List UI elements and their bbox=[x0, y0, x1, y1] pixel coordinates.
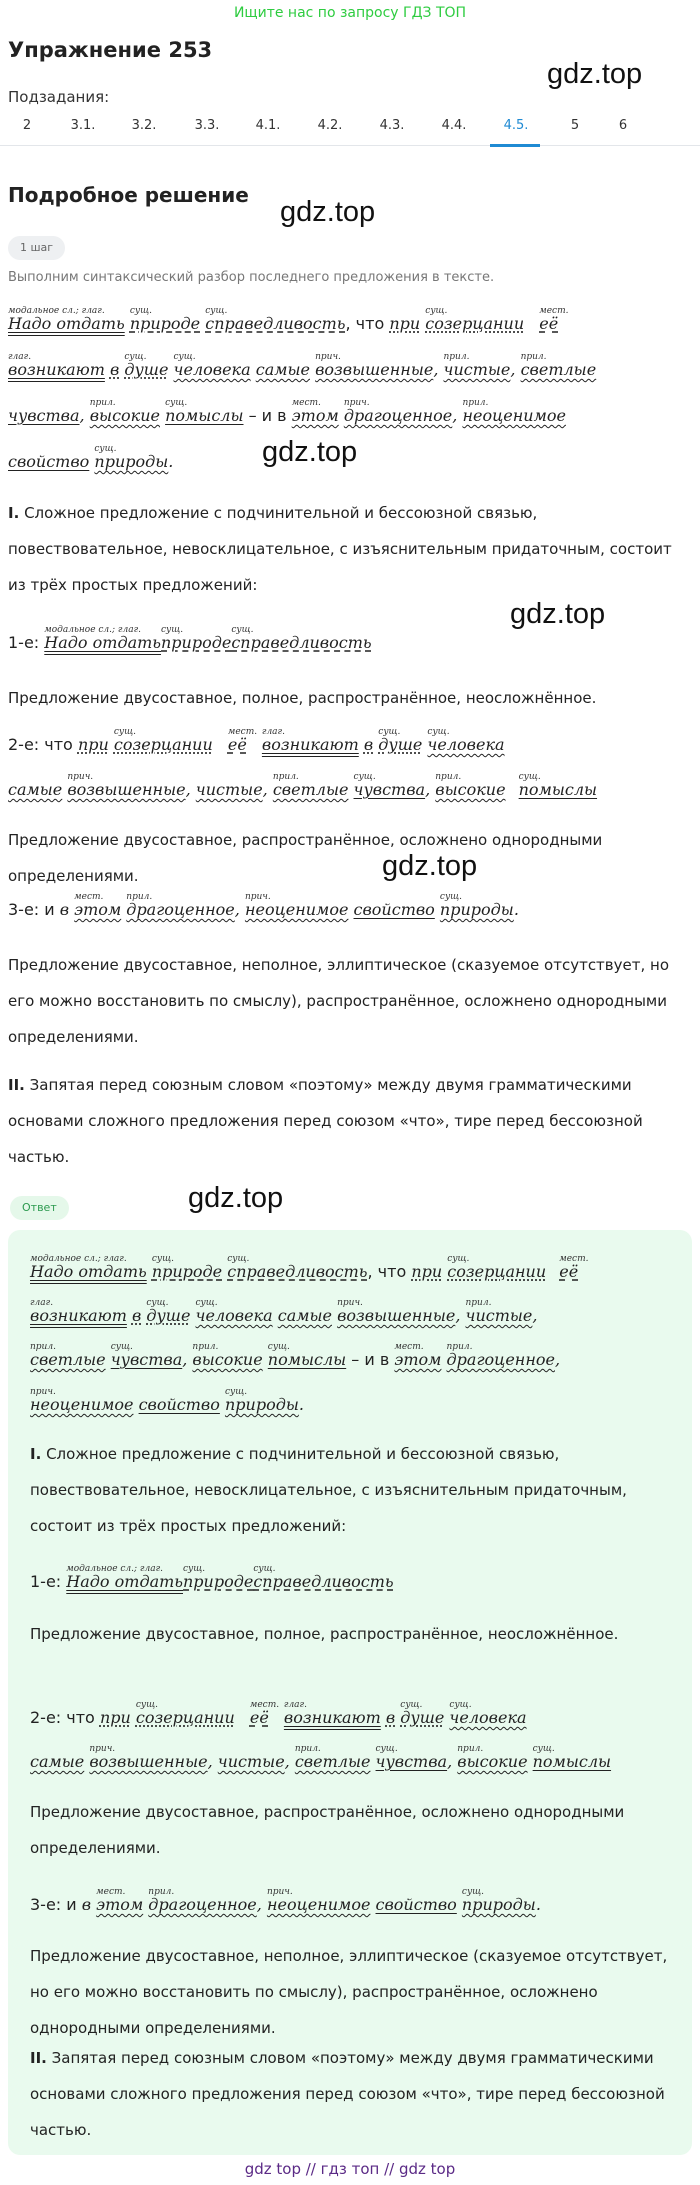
parse-line: свойство сущ. природы. bbox=[8, 444, 174, 471]
parse-line: чувства, прил. высокие сущ. помыслы – и в мест. этом прич. драгоценное, прил. неоценимое bbox=[8, 398, 566, 425]
answer-simple-sentence-2: 2-е: что при сущ. созерцании мест. её глаг. возникают в сущ. душе сущ. человека bbox=[30, 1700, 527, 1727]
subtasks-label: Подзадания: bbox=[8, 88, 110, 106]
subtask-tab[interactable]: 4.4. bbox=[441, 118, 467, 133]
watermark: gdz.top bbox=[188, 1182, 284, 1214]
parse-line: модальное сл.; глаг. Надо отдать сущ. природе сущ. справедливость, что при сущ. созерцании мест. её bbox=[8, 306, 569, 333]
step-badge: 1 шаг bbox=[8, 236, 65, 260]
solution-title: Подробное решение bbox=[8, 183, 249, 207]
subtask-tab[interactable]: 3.2. bbox=[131, 118, 157, 133]
analysis-paragraph: II. Запятая перед союзным словом «поэтому» между двумя грамматическими основами сложного предложения перед союзом «что», тире перед бессоюзной частью. bbox=[8, 1076, 643, 1166]
exercise-title: Упражнение 253 bbox=[8, 38, 213, 62]
answer-simple-sentence-3: 3-е: и в мест. этом прил. драгоценное, прич. неоценимое свойство сущ. природы. bbox=[30, 1887, 541, 1914]
analysis-paragraph: I. Сложное предложение с подчинительной и бессоюзной связью, повествовательное, невосклицательное, с изъяснительным придаточным, состоит из трёх простых предложений: bbox=[8, 504, 672, 594]
subtask-tab[interactable]: 6 bbox=[618, 118, 628, 133]
answer-paragraph: I. Сложное предложение с подчинительной и бессоюзной связью, повествовательное, невосклицательное, с изъяснительным придаточным, состоит из трёх простых предложений: bbox=[30, 1445, 627, 1535]
watermark: gdz.top bbox=[510, 598, 606, 630]
watermark: gdz.top bbox=[262, 436, 358, 468]
subtask-tab[interactable]: 3.3. bbox=[194, 118, 220, 133]
active-tab-indicator bbox=[490, 144, 540, 147]
subtask-tab[interactable]: 2 bbox=[22, 118, 32, 133]
answer-parse-line: модальное сл.; глаг. Надо отдать сущ. природе сущ. справедливость, что при сущ. созерцании мест. её bbox=[30, 1254, 589, 1281]
subtask-tab[interactable]: 4.2. bbox=[317, 118, 343, 133]
watermark: gdz.top bbox=[382, 850, 478, 882]
parse-line: глаг. возникают в сущ. душе сущ. человека самые прич. возвышенные, прил. чистые, прил. светлые bbox=[8, 352, 597, 379]
search-banner[interactable]: Ищите нас по запросу ГДЗ ТОП bbox=[233, 5, 467, 21]
analysis-paragraph: Предложение двусоставное, распространённое, осложнено однородными определениями. bbox=[8, 831, 603, 885]
answer-simple-sentence-2-cont: самые прич. возвышенные, чистые, прил. светлые сущ. чувства, прил. высокие сущ. помыслы bbox=[30, 1744, 612, 1771]
subtasks-nav bbox=[0, 110, 700, 146]
simple-sentence-3: 3-е: и в мест. этом прил. драгоценное, прич. неоценимое свойство сущ. природы. bbox=[8, 892, 519, 919]
footer-links[interactable]: gdz top // гдз топ // gdz top bbox=[244, 2160, 456, 2178]
analysis-paragraph: Предложение двусоставное, полное, распространённое, неосложнённое. bbox=[8, 689, 597, 707]
subtask-tab[interactable]: 5 bbox=[570, 118, 580, 133]
answer-paragraph: Предложение двусоставное, распространённое, осложнено однородными определениями. bbox=[30, 1803, 625, 1857]
answer-simple-sentence-1: 1-е: модальное сл.; глаг. Надо отдать сущ. природе сущ. справедливость bbox=[30, 1564, 394, 1591]
subtask-tab[interactable]: 3.1. bbox=[70, 118, 96, 133]
answer-parse-line: прил. светлые сущ. чувства, прил. высокие сущ. помыслы – и в мест. этом прил. драгоценное, bbox=[30, 1342, 561, 1369]
answer-parse-line: глаг. возникают в сущ. душе сущ. человека самые прич. возвышенные, прил. чистые, bbox=[30, 1298, 538, 1325]
subtask-tab[interactable]: 4.3. bbox=[379, 118, 405, 133]
watermark: gdz.top bbox=[547, 58, 643, 90]
subtask-tab-active[interactable]: 4.5. bbox=[503, 118, 529, 133]
watermark: gdz.top bbox=[280, 196, 376, 228]
simple-sentence-1: 1-е: модальное сл.; глаг. Надо отдать сущ. природе сущ. справедливость bbox=[8, 625, 372, 652]
simple-sentence-2-cont: самые прич. возвышенные, чистые, прил. светлые сущ. чувства, прил. высокие сущ. помыслы bbox=[8, 772, 598, 799]
answer-paragraph: Предложение двусоставное, неполное, эллиптическое (сказуемое отсутствует, но его можно восстановить по смыслу), распространённое, осложнено однородными определениями. bbox=[30, 1947, 668, 2037]
subtask-tab[interactable]: 4.1. bbox=[255, 118, 281, 133]
answer-parse-line: прич. неоценимое свойство сущ. природы. bbox=[30, 1387, 304, 1414]
answer-paragraph: II. Запятая перед союзным словом «поэтому» между двумя грамматическими основами сложного предложения перед союзом «что», тире перед бессоюзной частью. bbox=[30, 2049, 665, 2139]
analysis-paragraph: Предложение двусоставное, неполное, эллиптическое (сказуемое отсутствует, но его можно восстановить по смыслу), распространённое, осложнено однородными определениями. bbox=[8, 956, 670, 1046]
answer-badge: Ответ bbox=[10, 1196, 69, 1220]
answer-paragraph: Предложение двусоставное, полное, распространённое, неосложнённое. bbox=[30, 1625, 619, 1643]
simple-sentence-2: 2-е: что при сущ. созерцании мест. её глаг. возникают в сущ. душе сущ. человека bbox=[8, 727, 505, 754]
intro-text: Выполним синтаксический разбор последнего предложения в тексте. bbox=[8, 270, 495, 285]
